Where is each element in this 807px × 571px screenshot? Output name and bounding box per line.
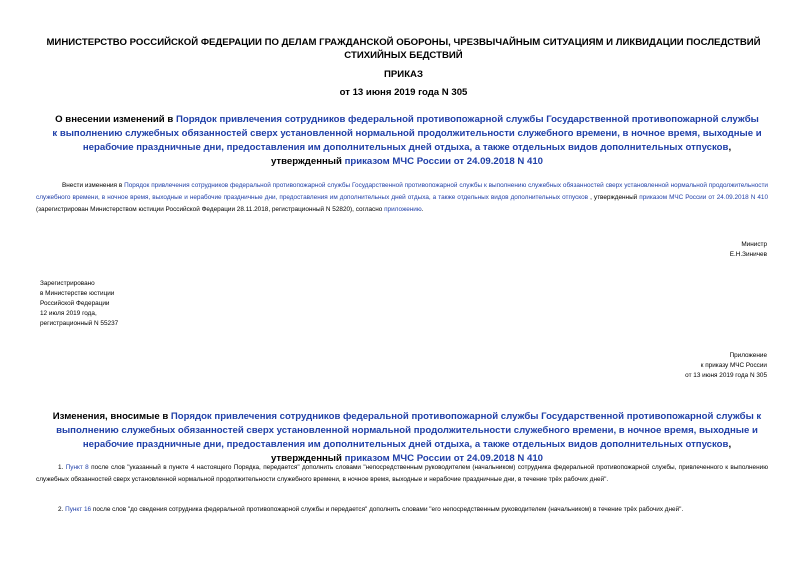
item-2-link[interactable]: Пункт 16 (65, 506, 92, 513)
item-text: после слов "указанный в пункте 4 настоящего Порядка, передается" дополнить словами "непосредственным руководителем (начальником) сотрудника федеральной противопожарной службы, привлеченного к выполнению служебных обязанностей сверх установленной нормальной продолжительности служебного времени, в ночное время, выходные и нерабочие праздничные дни, в течение трёх рабочих дней". (36, 464, 768, 483)
item-number: 1. (58, 464, 66, 471)
body-procedure-link[interactable]: Порядок привлечения сотрудников федеральной противопожарной службы Государственной противопожарной службы к выполнению служебных обязанностей сверх установленной нормальной продолжительности служебного времени, в ночное время, выходные и нерабочие праздничные дни, предоставления им дополнительных дней отдыха, а также отдельных видов дополнительных отпусков (36, 182, 768, 201)
registration-line: регистрационный N 55237 (40, 320, 119, 327)
changes-procedure-link[interactable]: Порядок привлечения сотрудников федеральной противопожарной службы Государственной противопожарной службы к выполнению служебных обязанностей сверх установленной нормальной продолжительности служебного времени, в ночное время, выходные и нерабочие праздничные дни, предоставления им дополнительных дней отдыха, а также отдельных видов дополнительных отпусков (56, 411, 762, 450)
changes-title-prefix: Изменения, вносимые в (52, 411, 171, 422)
changes-order-410-link[interactable]: приказом МЧС России от 24.09.2018 N 410 (344, 453, 544, 464)
body-end: . (421, 206, 424, 213)
procedure-link[interactable]: Порядок привлечения сотрудников федеральной противопожарной службы Государственной противопожарной службы к выполнению служебных обязанностей сверх установленной нормальной продолжительности служебного времени, в ночное время, выходные и нерабочие праздничные дни, предоставления им дополнительных дней отдыха, а также отдельных видов дополнительных отпусков (52, 114, 762, 153)
order-title-middle: , утвержденный (270, 142, 732, 167)
doc-type-heading: ПРИКАЗ (384, 69, 423, 80)
doc-date-number: от 13 июня 2019 года N 305 (339, 87, 468, 98)
annex-line: к приказу МЧС России (700, 362, 767, 369)
order-410-link[interactable]: приказом МЧС России от 24.09.2018 N 410 (344, 156, 544, 167)
annex-line: от 13 июня 2019 года N 305 (685, 372, 767, 379)
changes-title-middle: , утвержденный (270, 439, 732, 464)
registration-block (40, 279, 118, 329)
item-1-link[interactable]: Пункт 8 (65, 464, 89, 471)
order-title-prefix: О внесении изменений в (55, 114, 176, 125)
change-item-2 (36, 504, 768, 516)
body-order-410-link[interactable]: приказом МЧС России от 24.09.2018 N 410 (639, 194, 769, 201)
item-number: 2. (58, 506, 66, 513)
body-registration: (зарегистрирован Министерством юстиции Российской Федерации 28.11.2018, регистрационный N 52820), согласно (36, 206, 385, 213)
registration-line: Российской Федерации (40, 300, 110, 307)
registration-line: 12 июля 2019 года, (40, 310, 97, 317)
registration-line: Зарегистрировано (40, 280, 95, 287)
body-middle: , утвержденный (588, 194, 640, 201)
ministry-heading: МИНИСТЕРСТВО РОССИЙСКОЙ ФЕДЕРАЦИИ ПО ДЕЛАМ ГРАЖДАНСКОЙ ОБОРОНЫ, ЧРЕЗВЫЧАЙНЫМ СИТУАЦИЯМ И ЛИКВИДАЦИИ ПОСЛЕДСТВИЙ СТИХИЙНЫХ БЕДСТВИЙ (46, 37, 761, 61)
body-prefix: Внести изменения в (62, 182, 125, 189)
signature-position: Министр (741, 241, 767, 248)
change-item-1 (36, 462, 768, 486)
annex-line: Приложение (729, 352, 767, 359)
item-text: после слов "до сведения сотрудника федеральной противопожарной службы и передается" дополнить словами "его непосредственным руководителем (начальником) в течение трёх рабочих дней". (91, 506, 684, 513)
signature-name: Е.Н.Зиничев (729, 251, 767, 258)
registration-line: в Министерстве юстиции (40, 290, 115, 297)
signature-block (730, 240, 767, 260)
order-title (52, 113, 762, 169)
annex-link[interactable]: приложению (384, 206, 422, 213)
changes-title (52, 410, 762, 466)
order-body-paragraph (36, 180, 768, 216)
annex-block (685, 351, 767, 381)
